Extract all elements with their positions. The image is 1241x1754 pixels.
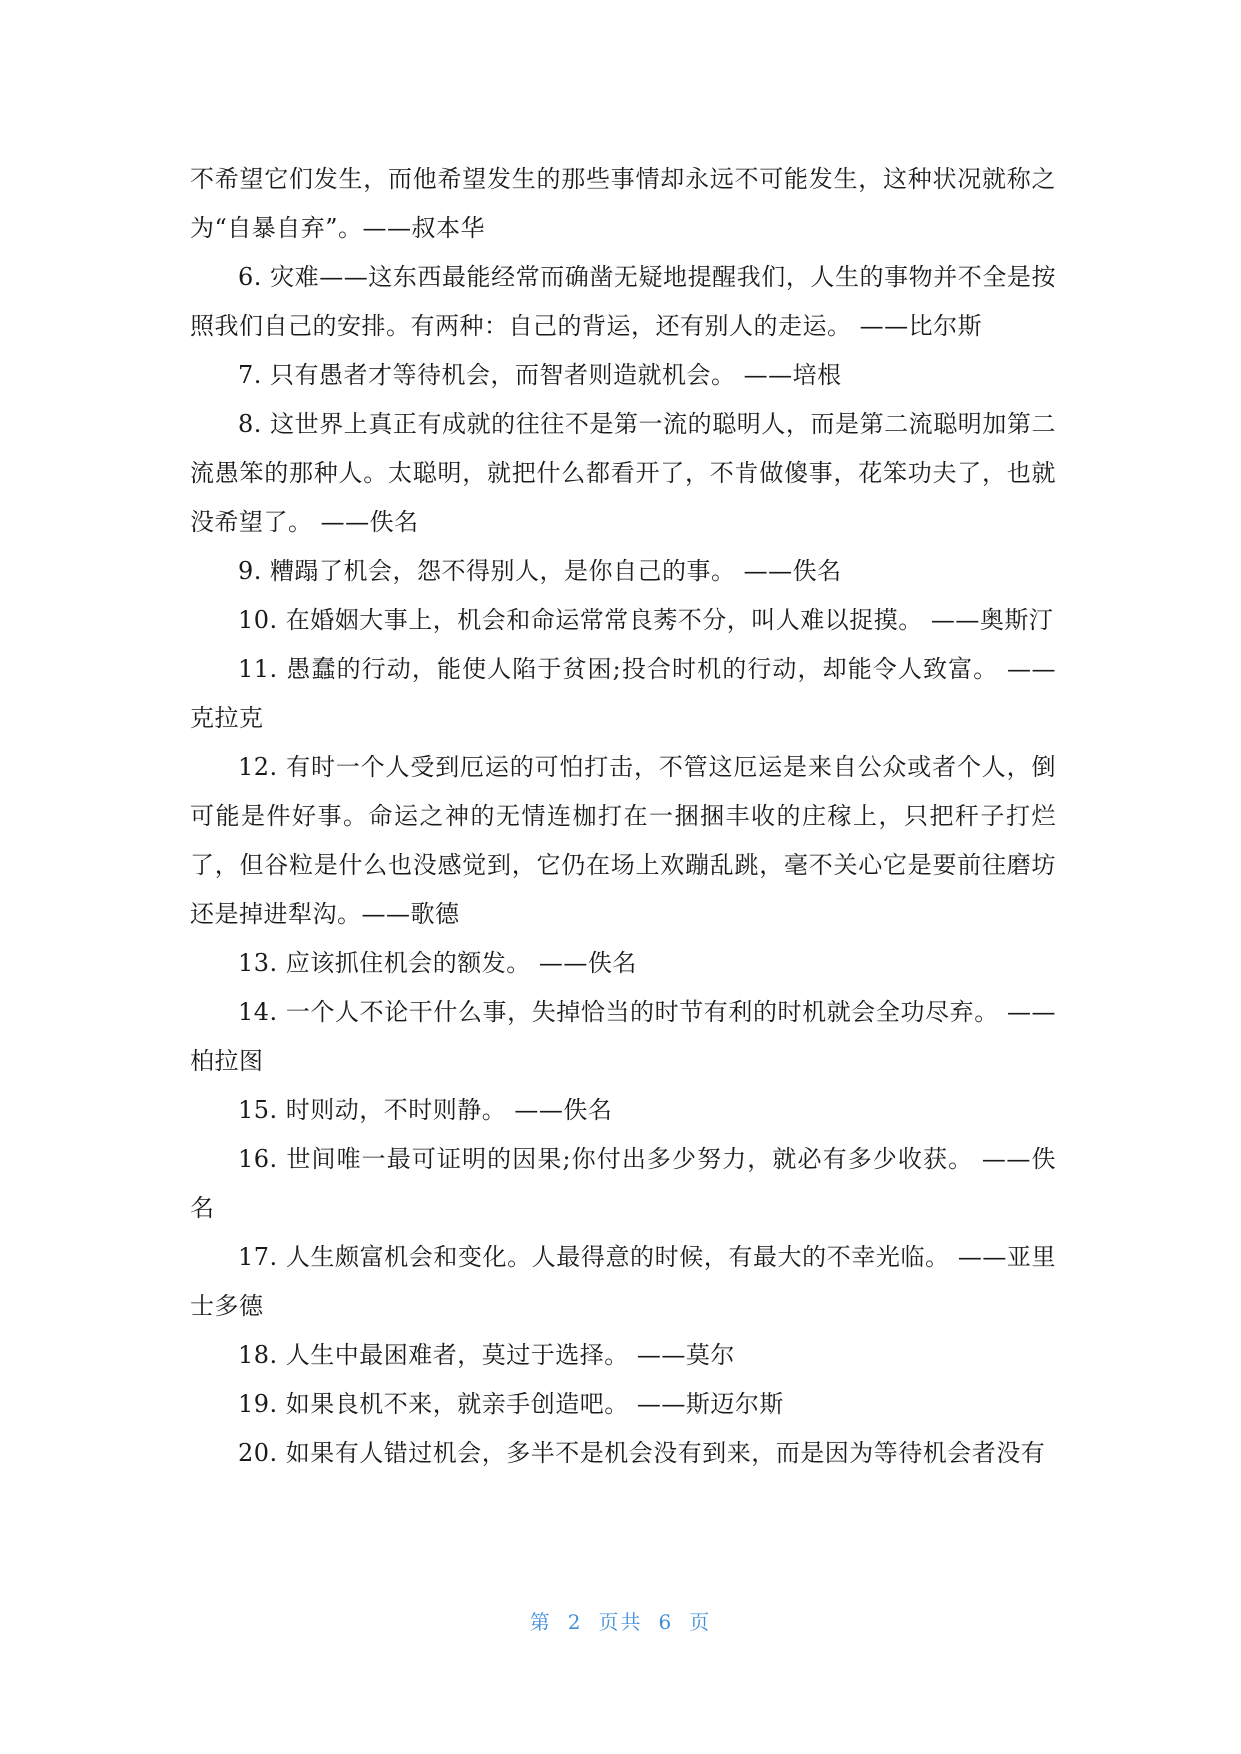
paragraph: 12. 有时一个人受到厄运的可怕打击，不管这厄运是来自公众或者个人，倒可能是件好事。命运之神的无情连枷打在一捆捆丰收的庄稼上，只把秆子打烂了，但谷粒是什么也没感觉到，它仍在场上欢蹦乱跳，毫不关心它是要前往磨坊还是掉进犁沟。——歌德 (190, 753, 1056, 928)
paragraph: 7. 只有愚者才等待机会，而智者则造就机会。 ——培根 (238, 361, 842, 389)
paragraph: 16. 世间唯一最可证明的因果;你付出多少努力，就必有多少收获。 ——佚名 (190, 1145, 1056, 1222)
footer-total-pages: 6 (658, 1610, 674, 1634)
footer-suffix: 页 (689, 1610, 712, 1634)
paragraph: 14. 一个人不论干什么事，失掉恰当的时节有利的时机就会全功尽弃。 ——柏拉图 (190, 998, 1056, 1075)
paragraph: 18. 人生中最困难者，莫过于选择。 ——莫尔 (238, 1341, 735, 1369)
footer-middle: 页共 (598, 1610, 643, 1634)
paragraph: 17. 人生颇富机会和变化。人最得意的时候，有最大的不幸光临。 ——亚里士多德 (190, 1243, 1056, 1320)
paragraph: 11. 愚蠢的行动，能使人陷于贫困;投合时机的行动，却能令人致富。 ——克拉克 (190, 655, 1056, 732)
paragraph: 10. 在婚姻大事上，机会和命运常常良莠不分，叫人难以捉摸。 ——奥斯汀 (238, 606, 1054, 634)
paragraph: 19. 如果良机不来，就亲手创造吧。 ——斯迈尔斯 (238, 1390, 784, 1418)
document-body (190, 155, 1056, 1478)
paragraph: 8. 这世界上真正有成就的往往不是第一流的聪明人，而是第二流聪明加第二流愚笨的那种人。太聪明，就把什么都看开了，不肯做傻事，花笨功夫了，也就没希望了。 ——佚名 (190, 410, 1056, 536)
footer-prefix: 第 (529, 1610, 552, 1634)
paragraph: 6. 灾难——这东西最能经常而确凿无疑地提醒我们，人生的事物并不全是按照我们自己的安排。有两种：自己的背运，还有别人的走运。 ——比尔斯 (190, 263, 1056, 340)
paragraph: 13. 应该抓住机会的额发。 ——佚名 (238, 949, 637, 977)
page-footer (0, 1606, 1241, 1635)
paragraph: 20. 如果有人错过机会，多半不是机会没有到来，而是因为等待机会者没有 (238, 1439, 1046, 1467)
paragraph: 9. 糟蹋了机会，怨不得别人，是你自己的事。 ——佚名 (238, 557, 842, 585)
paragraph: 不希望它们发生，而他希望发生的那些事情却永远不可能发生，这种状况就称之为“自暴自弃”。——叔本华 (190, 165, 1056, 242)
footer-current-page: 2 (567, 1610, 583, 1634)
paragraph: 15. 时则动，不时则静。 ——佚名 (238, 1096, 613, 1124)
